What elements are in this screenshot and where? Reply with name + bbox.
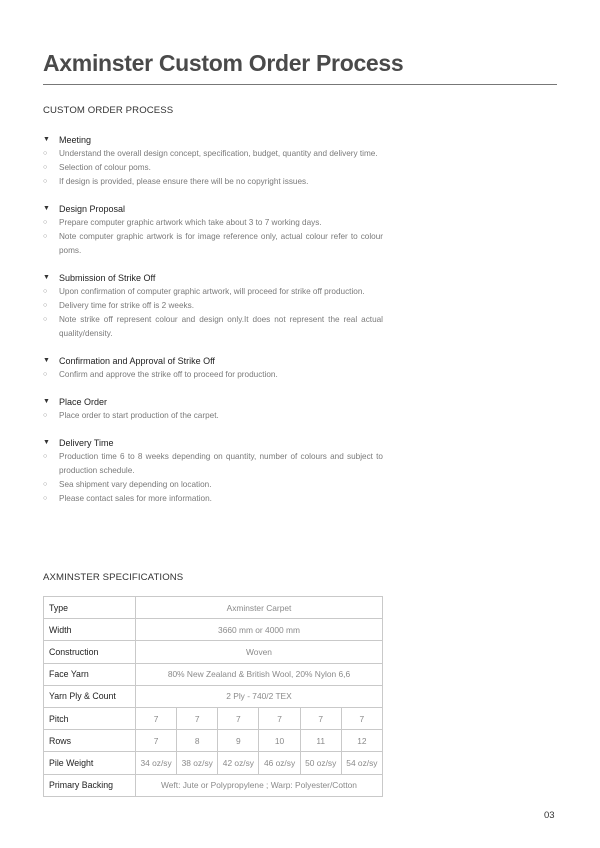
title-divider xyxy=(43,84,557,85)
page-number: 03 xyxy=(544,810,555,821)
step-bullet xyxy=(43,175,383,189)
spec-cell: 8 xyxy=(177,730,218,752)
step-bullet xyxy=(43,147,383,161)
page-title: Axminster Custom Order Process xyxy=(43,50,404,76)
spec-row xyxy=(44,619,383,641)
specs-heading: AXMINSTER SPECIFICATIONS xyxy=(43,572,184,583)
spec-cell: 7 xyxy=(136,707,177,729)
bullet-text: Upon confirmation of computer graphic artwork, will proceed for strike off production. xyxy=(59,287,365,296)
bullet-text: If design is provided, please ensure there will be no copyright issues. xyxy=(59,177,309,186)
step-header xyxy=(43,394,383,409)
spec-cell: 7 xyxy=(136,730,177,752)
spec-cell: 54 oz/sy xyxy=(341,752,382,774)
triangle-down-icon: ▼ xyxy=(43,205,50,212)
process-steps xyxy=(43,132,383,518)
spec-value: Weft: Jute or Polypropylene ; Warp: Polyester/Cotton xyxy=(136,774,383,796)
spec-row xyxy=(44,730,383,752)
bullet-text: Prepare computer graphic artwork which take about 3 to 7 working days. xyxy=(59,218,322,227)
spec-cell: 10 xyxy=(259,730,300,752)
step-header xyxy=(43,201,383,216)
triangle-down-icon: ▼ xyxy=(43,398,50,405)
spec-label: Primary Backing xyxy=(44,774,136,796)
step-bullet xyxy=(43,299,383,313)
step-title: Place Order xyxy=(59,396,108,407)
step-title: Confirmation and Approval of Strike Off xyxy=(59,355,215,366)
circle-bullet-icon: ○ xyxy=(43,495,48,502)
spec-row xyxy=(44,774,383,796)
spec-cell: 46 oz/sy xyxy=(259,752,300,774)
circle-bullet-icon: ○ xyxy=(43,302,48,309)
spec-cell: 7 xyxy=(259,707,300,729)
spec-label: Construction xyxy=(44,641,136,663)
spec-cell: 7 xyxy=(218,707,259,729)
bullet-text: Selection of colour poms. xyxy=(59,163,151,172)
spec-value: 80% New Zealand & British Wool, 20% Nylon 6,6 xyxy=(136,663,383,685)
step-bullet xyxy=(43,492,383,506)
step-title: Design Proposal xyxy=(59,203,126,214)
step-bullet xyxy=(43,216,383,230)
step-bullet xyxy=(43,230,383,258)
bullet-text: Note strike off represent colour and design only.It does not represent the real actual quality/density. xyxy=(59,315,383,338)
step-header xyxy=(43,435,383,450)
spec-cell: 7 xyxy=(300,707,341,729)
spec-cell: 7 xyxy=(177,707,218,729)
bullet-text: Please contact sales for more information. xyxy=(59,494,212,503)
circle-bullet-icon: ○ xyxy=(43,371,48,378)
spec-cell: 12 xyxy=(341,730,382,752)
spec-value: 3660 mm or 4000 mm xyxy=(136,619,383,641)
specifications-table xyxy=(43,596,383,797)
step-bullet xyxy=(43,368,383,382)
spec-row xyxy=(44,685,383,707)
spec-row xyxy=(44,597,383,619)
spec-label: Yarn Ply & Count xyxy=(44,685,136,707)
spec-cell: 11 xyxy=(300,730,341,752)
bullet-text: Understand the overall design concept, specification, budget, quantity and delivery time. xyxy=(59,149,378,158)
circle-bullet-icon: ○ xyxy=(43,164,48,171)
circle-bullet-icon: ○ xyxy=(43,412,48,419)
triangle-down-icon: ▼ xyxy=(43,274,50,281)
spec-value: Woven xyxy=(136,641,383,663)
step-title: Meeting xyxy=(59,134,92,145)
spec-cell: 42 oz/sy xyxy=(218,752,259,774)
circle-bullet-icon: ○ xyxy=(43,288,48,295)
bullet-text: Sea shipment vary depending on location. xyxy=(59,480,212,489)
spec-label: Face Yarn xyxy=(44,663,136,685)
process-step xyxy=(43,270,383,341)
step-title: Delivery Time xyxy=(59,437,114,448)
circle-bullet-icon: ○ xyxy=(43,453,48,460)
circle-bullet-icon: ○ xyxy=(43,178,48,185)
step-bullet xyxy=(43,450,383,478)
spec-label: Width xyxy=(44,619,136,641)
spec-cell: 9 xyxy=(218,730,259,752)
circle-bullet-icon: ○ xyxy=(43,316,48,323)
circle-bullet-icon: ○ xyxy=(43,233,48,240)
process-step xyxy=(43,353,383,382)
spec-label: Pitch xyxy=(44,707,136,729)
spec-cell: 7 xyxy=(341,707,382,729)
triangle-down-icon: ▼ xyxy=(43,439,50,446)
bullet-text: Note computer graphic artwork is for image reference only, actual colour refer to colour poms. xyxy=(59,232,383,255)
circle-bullet-icon: ○ xyxy=(43,481,48,488)
bullet-text: Delivery time for strike off is 2 weeks. xyxy=(59,301,194,310)
spec-row xyxy=(44,707,383,729)
spec-row xyxy=(44,641,383,663)
step-bullet xyxy=(43,161,383,175)
spec-row xyxy=(44,663,383,685)
step-bullet xyxy=(43,478,383,492)
triangle-down-icon: ▼ xyxy=(43,136,50,143)
spec-cell: 34 oz/sy xyxy=(136,752,177,774)
step-bullet xyxy=(43,409,383,423)
spec-label: Rows xyxy=(44,730,136,752)
circle-bullet-icon: ○ xyxy=(43,219,48,226)
triangle-down-icon: ▼ xyxy=(43,357,50,364)
process-step xyxy=(43,394,383,423)
spec-value: 2 Ply - 740/2 TEX xyxy=(136,685,383,707)
step-bullet xyxy=(43,313,383,341)
process-step xyxy=(43,132,383,189)
bullet-text: Place order to start production of the carpet. xyxy=(59,411,219,420)
spec-cell: 50 oz/sy xyxy=(300,752,341,774)
bullet-text: Confirm and approve the strike off to proceed for production. xyxy=(59,370,278,379)
process-step xyxy=(43,201,383,258)
circle-bullet-icon: ○ xyxy=(43,150,48,157)
step-bullet xyxy=(43,285,383,299)
process-step xyxy=(43,435,383,506)
step-header xyxy=(43,132,383,147)
bullet-text: Production time 6 to 8 weeks depending on quantity, number of colours and subject to production schedule. xyxy=(59,452,383,475)
step-header xyxy=(43,353,383,368)
step-header xyxy=(43,270,383,285)
spec-label: Type xyxy=(44,597,136,619)
spec-row xyxy=(44,752,383,774)
process-heading: CUSTOM ORDER PROCESS xyxy=(43,105,174,116)
spec-label: Pile Weight xyxy=(44,752,136,774)
spec-cell: 38 oz/sy xyxy=(177,752,218,774)
step-title: Submission of Strike Off xyxy=(59,272,156,283)
spec-value: Axminster Carpet xyxy=(136,597,383,619)
